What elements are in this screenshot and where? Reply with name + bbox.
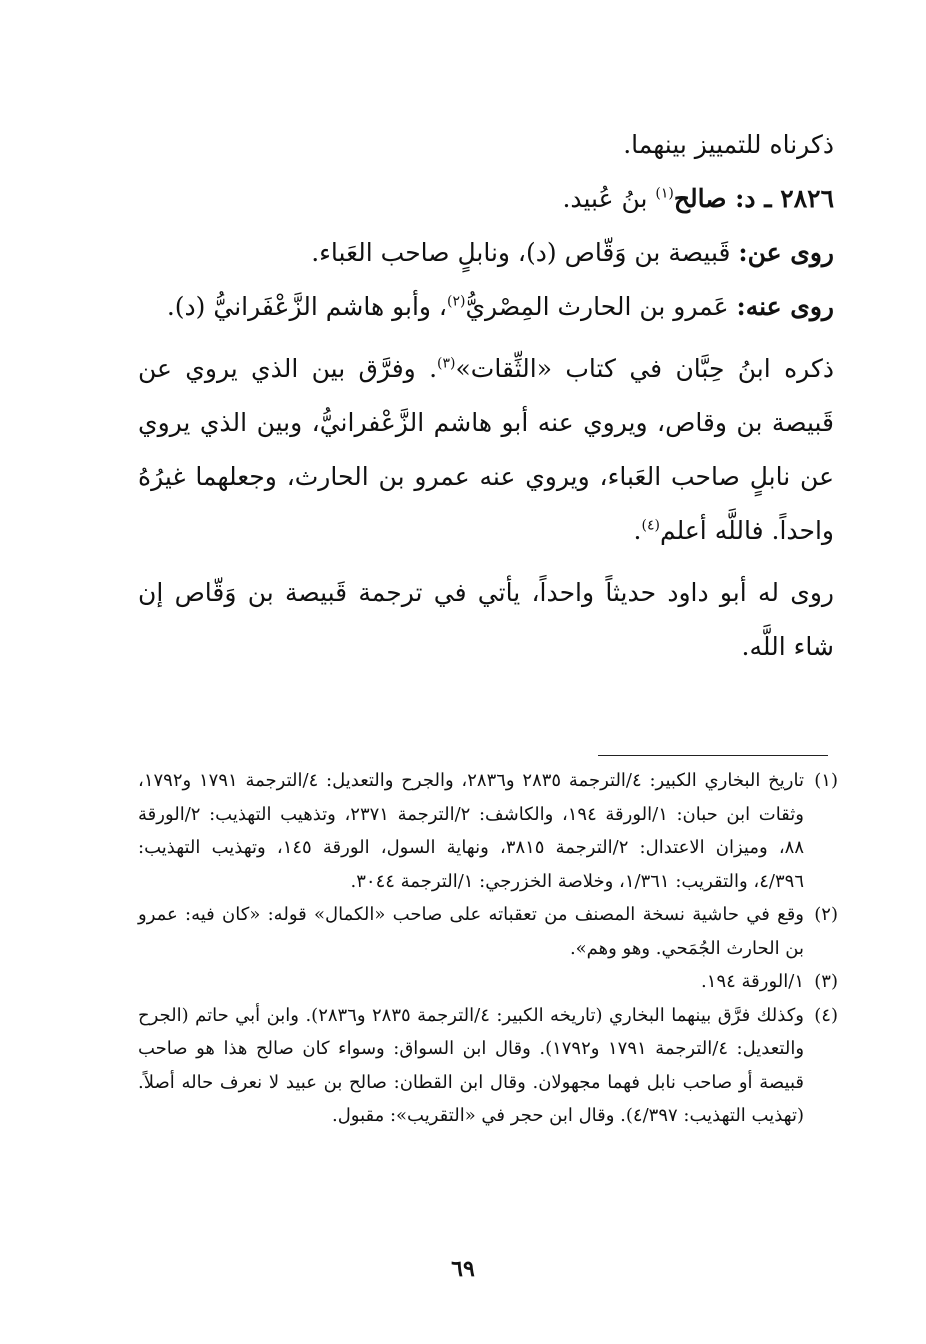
abu-dawud-paragraph: [138, 566, 834, 674]
footnote-separator: [598, 755, 828, 756]
intro-line: [138, 118, 834, 172]
entry-heading: [138, 172, 834, 226]
intro-text: ذكرناه للتمييز بينهما.: [623, 130, 834, 159]
entry-name-tail: بنُ عُبيد.: [562, 184, 656, 213]
narrated-from: [138, 226, 834, 280]
main-text: [138, 118, 834, 674]
narrated-from-label: روى عن:: [738, 238, 834, 267]
footnote-4: [138, 999, 838, 1133]
footnote-2: [138, 898, 838, 965]
abu-dawud-text: روى له أبو داود حديثاً واحداً، يأتي في ترجمة قَبيصة بن وَقّاص إن شاء اللَّه.: [138, 578, 834, 661]
footnote-text: تاريخ البخاري الكبير: ٤/الترجمة ٢٨٣٥ و٢٨٣٦، والجرح والتعديل: ٤/الترجمة ١٧٩١ و١٧٩٢، وثقات ابن حبان: ١/الورقة ١٩٤، والكاشف: ٢/الترجمة ٢٣٧١، وتذهيب التهذيب: ٢/الورقة ٨٨، وميزان الاعتدال: ٢/الترجمة ٣٨١٥، ونهاية السول، الورقة ١٤٥، وتهذيب التهذيب: ٤/٣٩٦، والتقريب: ١/٣٦١، وخلاصة الخزرجي: ١/الترجمة ٣٠٤٤.: [138, 770, 804, 892]
ibn-hibban-text-a: ذكره ابنُ حِبَّان في كتاب «الثِّقات»: [455, 354, 834, 383]
footnote-text: وقع في حاشية نسخة المصنف من تعقباته على صاحب «الكمال» قوله: «كان فيه: عمرو بن الحارث الجُمَحي. وهو وهم».: [138, 904, 804, 959]
footnote-number: (٤): [814, 1004, 838, 1026]
footnote-ref-2[interactable]: (٢): [447, 293, 466, 310]
footnote-number: (٢): [814, 904, 838, 925]
footnote-ref-3[interactable]: (٣): [437, 355, 456, 372]
ibn-hibban-paragraph: [138, 342, 834, 558]
narrated-by-text-b: ، وأبو هاشم الزَّعْفَرانيُّ (د).: [166, 292, 448, 321]
footnote-number: (١): [814, 770, 838, 791]
ibn-hibban-text-b: . وفرَّق بين الذي يروي عن قَبيصة بن وقاص، ويروي عنه أبو هاشم الزَّعْفرانيُّ، وبين الذي يروي عن نابلٍ صاحب العَباء، ويروي عنه عمرو بن الحارث، وجعلهما غيرُهُ واحداً. فاللَّه أعلم: [138, 354, 834, 545]
narrated-by-text-a: عَمرو بن الحارث المِصْريُّ: [465, 292, 737, 321]
footnote-3: [138, 965, 838, 999]
footnote-ref-4[interactable]: (٤): [641, 517, 660, 534]
narrated-by-label: روى عنه:: [736, 292, 834, 321]
footnote-text: وكذلك فرَّق بينهما البخاري (تاريخه الكبير: ٤/الترجمة ٢٨٣٥ و٢٨٣٦). وابن أبي حاتم (الجرح والتعديل: ٤/الترجمة ١٧٩١ و١٧٩٢). وقال ابن السواق: وسواء كان صالح هذا هو صاحب قبيصة أو صاحب نابل فهما مجهولان. وقال ابن القطان: صالح بن عبيد لا نعرف حاله أصلاً. (تهذيب التهذيب: ٤/٣٩٧). وقال ابن حجر في «التقريب»: مقبول.: [138, 1004, 805, 1126]
ibn-hibban-text-c: .: [633, 516, 642, 545]
page-number: ٦٩: [451, 1256, 475, 1282]
footnote-number: (٣): [814, 971, 838, 992]
narrated-by: [138, 280, 834, 334]
entry-number: ٢٨٢٦ ـ د: صالح: [673, 184, 834, 213]
footnote-text: ١/الورقة ١٩٤.: [701, 971, 804, 992]
footnote-ref-1[interactable]: (١): [655, 185, 674, 202]
footnote-1: [138, 764, 838, 898]
footnotes: [138, 764, 838, 1133]
narrated-from-text: قَبيصة بن وَقّاص (د)، ونابلٍ صاحب العَباء.: [311, 238, 739, 267]
